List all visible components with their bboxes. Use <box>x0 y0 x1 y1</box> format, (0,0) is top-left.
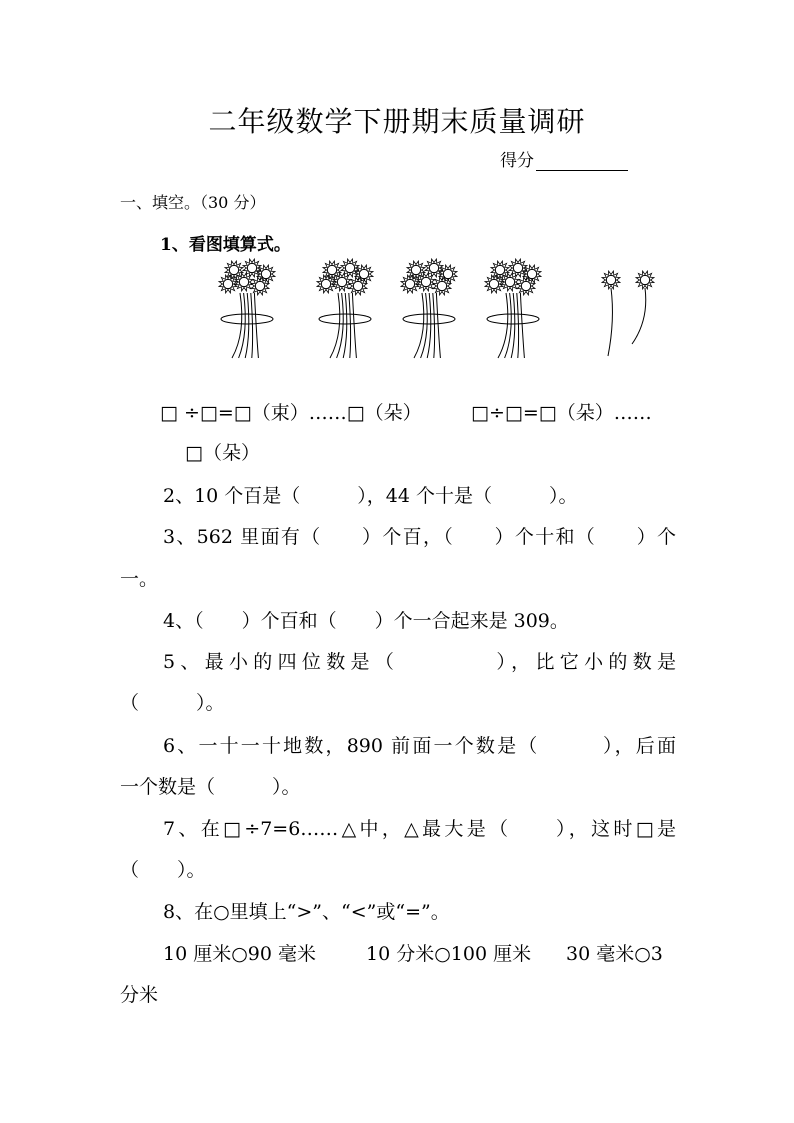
stem <box>343 293 347 358</box>
score-field <box>500 146 628 171</box>
question-3-line2: 一。 <box>120 568 159 590</box>
stem <box>505 293 512 358</box>
flower-bouquets-illustration <box>200 258 670 368</box>
score-blank[interactable] <box>536 152 628 171</box>
stem <box>511 293 515 358</box>
question-6-line1: 6、一十一十地数，890 前面一个数是（ ），后面 <box>163 735 676 757</box>
q8-item-3-cont: 分米 <box>120 984 159 1006</box>
single-flower-2 <box>632 271 654 344</box>
ribbon <box>319 314 371 324</box>
flower <box>235 273 253 291</box>
question-5-line2: （ ）。 <box>120 692 225 714</box>
bouquet-3 <box>401 259 457 358</box>
flower <box>219 275 237 293</box>
question-8: 8、在○里填上“>”、“<”或“=”。 <box>163 901 450 923</box>
stem <box>632 288 646 344</box>
stem <box>337 293 344 358</box>
stem <box>349 293 351 358</box>
ribbon <box>221 314 273 324</box>
question-5-line1: 5、最小的四位数是（ ），比它小的数是 <box>163 651 676 673</box>
bouquet-1 <box>219 259 275 358</box>
flower <box>333 273 351 291</box>
stem <box>421 293 428 358</box>
stem <box>232 293 242 358</box>
ribbon <box>487 314 539 324</box>
flower <box>485 275 503 293</box>
question-2: 2、10 个百是（ ），44 个十是（ ）。 <box>163 485 578 507</box>
stem <box>520 293 524 358</box>
single-flower-1 <box>602 271 620 356</box>
question-6-line2: 一个数是（ ）。 <box>120 776 301 798</box>
q1-formula-b: □÷□=□（朵）…… <box>471 402 652 424</box>
stem <box>427 293 431 358</box>
stem <box>414 293 424 358</box>
stem <box>517 293 519 358</box>
stem <box>352 293 356 358</box>
stem <box>498 293 508 358</box>
question-1: 1、看图填算式。 <box>160 235 291 255</box>
stem <box>251 293 253 358</box>
question-7-line1: 7、在□÷7=6……△中，△最大是（ ），这时□是 <box>163 818 676 840</box>
q8-item-1: 10 厘米○90 毫米 <box>163 943 317 965</box>
flower <box>602 271 620 289</box>
stem <box>608 288 612 356</box>
flower <box>501 273 519 291</box>
stem <box>433 293 435 358</box>
stem <box>436 293 440 358</box>
q8-item-3: 30 毫米○3 <box>566 943 663 965</box>
stem <box>245 293 249 358</box>
flower <box>317 275 335 293</box>
flower <box>417 273 435 291</box>
flower <box>401 275 419 293</box>
ribbon <box>403 314 455 324</box>
section-heading: 一、填空。（30 分） <box>120 193 266 212</box>
q1-formula-a: □ ÷□=□（束）……□（朵） <box>160 402 422 424</box>
stem <box>254 293 258 358</box>
flower <box>636 271 654 289</box>
question-3-line1: 3、562 里面有（ ）个百，（ ）个十和（ ）个 <box>163 526 676 548</box>
question-7-line2: （ ）。 <box>120 859 206 881</box>
bouquet-4 <box>485 259 541 358</box>
q1-formula-c: □（朵） <box>185 442 260 464</box>
bouquet-2 <box>317 259 373 358</box>
question-4: 4、（ ）个百和（ ）个一合起来是 309。 <box>163 610 569 632</box>
score-label: 得分 <box>500 151 534 171</box>
stem <box>239 293 246 358</box>
stem <box>330 293 340 358</box>
q8-item-2: 10 分米○100 厘米 <box>366 943 532 965</box>
page-title: 二年级数学下册期末质量调研 <box>208 105 586 138</box>
